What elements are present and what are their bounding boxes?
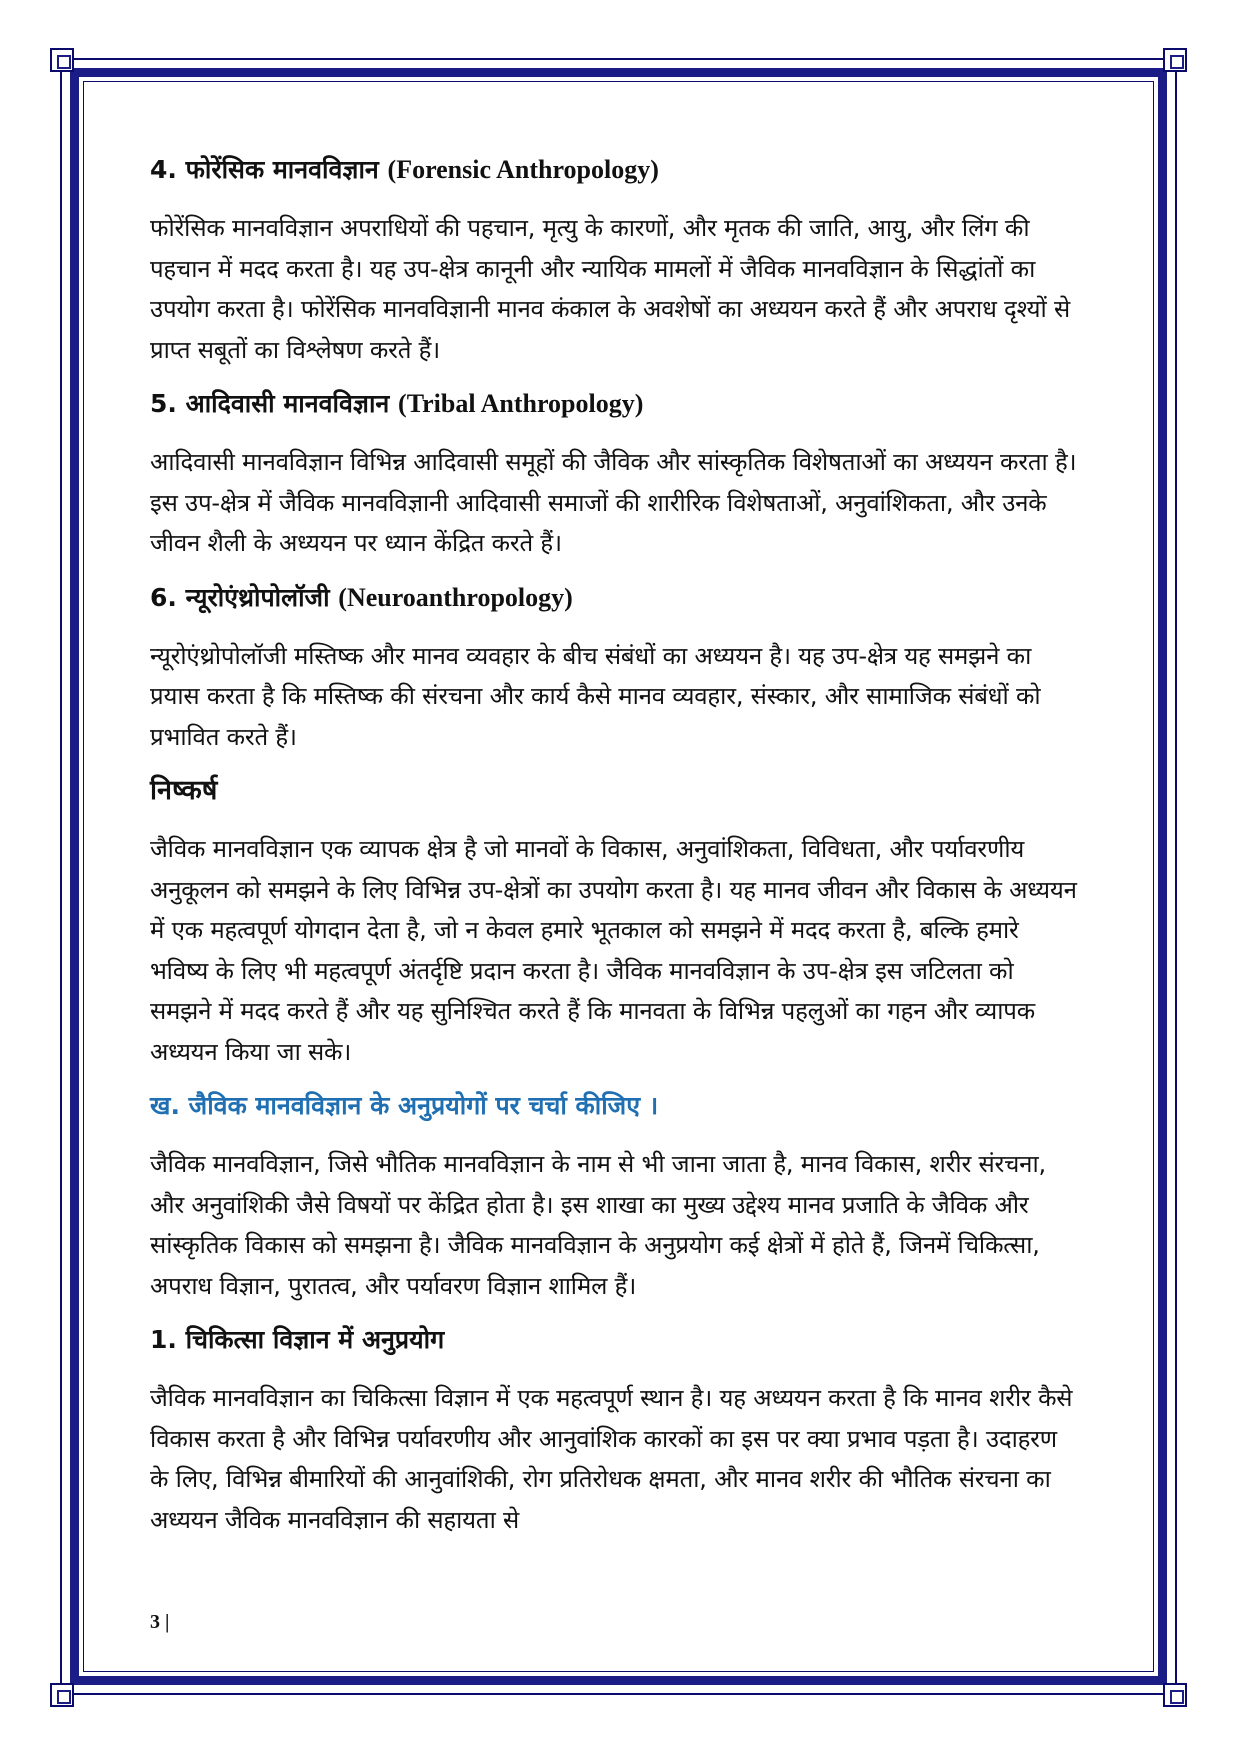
heading-text-english: (Forensic Anthropology) [387,155,659,184]
heading-text-english: (Tribal Anthropology) [398,389,644,418]
corner-ornament-top-left [50,48,74,72]
corner-ornament-bottom-right [1163,1683,1187,1707]
paragraph-forensic-anthropology: फोरेंसिक मानवविज्ञान अपराधियों की पहचान, मृत्यु के कारणों, और मृतक की जाति, आयु, और लिंग की पहचान में मदद करता है। यह उप-क्षेत्र कानूनी और न्यायिक मामलों में जैविक मानवविज्ञान के सिद्धांतों का उपयोग करता है। फोरेंसिक मानवविज्ञानी मानव कंकाल के अवशेषों का अध्ययन करते हैं और अपराध दृश्यों से प्राप्त सबूतों का विश्लेषण करते हैं। [150,214,1070,364]
heading-text-hindi: 5. आदिवासी मानवविज्ञान [150,389,390,418]
heading-text-hindi: 4. फोरेंसिक मानवविज्ञान [150,155,379,184]
paragraph-medical-application: जैविक मानवविज्ञान का चिकित्सा विज्ञान में एक महत्वपूर्ण स्थान है। यह अध्ययन करता है कि मानव शरीर कैसे विकास करता है और विभिन्न पर्यावरणीय और आनुवांशिक कारकों का इस पर क्या प्रभाव पड़ता है। उदाहरण के लिए, विभिन्न बीमारियों की आनुवांशिकी, रोग प्रतिरोधक क्षमता, और मानव शरीर की भौतिक संरचना का अध्ययन जैविक मानवविज्ञान की सहायता से [150,1384,1073,1534]
heading-neuroanthropology [150,576,1080,620]
heading-conclusion: निष्कर्ष [150,775,218,806]
corner-ornament-bottom-left [50,1683,74,1707]
paragraph-question-answer: जैविक मानवविज्ञान, जिसे भौतिक मानवविज्ञान के नाम से भी जाना जाता है, मानव विकास, शरीर संरचना, और अनुवांशिकी जैसे विषयों पर केंद्रित होता है। इस शाखा का मुख्य उद्देश्य मानव प्रजाति के जैविक और सांस्कृतिक विकास को समझना है। जैविक मानवविज्ञान के अनुप्रयोग कई क्षेत्रों में होते हैं, जिनमें चिकित्सा, अपराध विज्ञान, पुरातत्व, और पर्यावरण विज्ञान शामिल हैं। [150,1150,1046,1300]
corner-ornament-top-right [1163,48,1187,72]
page-content [150,148,1080,1540]
heading-tribal-anthropology [150,382,1080,426]
paragraph-neuroanthropology: न्यूरोएंथ्रोपोलॉजी मस्तिष्क और मानव व्यवहार के बीच संबंधों का अध्ययन है। यह उप-क्षेत्र यह समझने का प्रयास करता है कि मस्तिष्क की संरचना और कार्य कैसे मानव व्यवहार, संस्कार, और सामाजिक संबंधों को प्रभावित करते हैं। [150,641,1041,751]
question-heading: ख. जैविक मानवविज्ञान के अनुप्रयोगों पर चर्चा कीजिए । [150,1091,659,1120]
heading-text-english: (Neuroanthropology) [338,582,573,612]
paragraph-tribal-anthropology: आदिवासी मानवविज्ञान विभिन्न आदिवासी समूहों की जैविक और सांस्कृतिक विशेषताओं का अध्ययन करता है। इस उप-क्षेत्र में जैविक मानवविज्ञानी आदिवासी समाजों की शारीरिक विशेषताओं, अनुवांशिकता, और उनके जीवन शैली के अध्ययन पर ध्यान केंद्रित करते हैं। [150,448,1077,557]
page-number: 3 | [150,1611,170,1633]
paragraph-conclusion: जैविक मानवविज्ञान एक व्यापक क्षेत्र है जो मानवों के विकास, अनुवांशिकता, विविधता, और पर्यावरणीय अनुकूलन को समझने के लिए विभिन्न उप-क्षेत्रों का उपयोग करता है। यह मानव जीवन और विकास के अध्ययन में एक महत्वपूर्ण योगदान देता है, जो न केवल हमारे भूतकाल को समझने में मदद करता है, बल्कि हमारे भविष्य के लिए भी महत्वपूर्ण अंतर्दृष्टि प्रदान करता है। जैविक मानवविज्ञान के उप-क्षेत्र इस जटिलता को समझने में मदद करते हैं और यह सुनिश्चित करते हैं कि मानवता के विभिन्न पहलुओं का गहन और व्यापक अध्ययन किया जा सके। [150,835,1077,1066]
heading-forensic-anthropology [150,148,1080,192]
heading-medical-application: 1. चिकित्सा विज्ञान में अनुप्रयोग [150,1325,445,1354]
heading-text-hindi: 6. न्यूरोएंथ्रोपोलॉजी [150,582,330,612]
